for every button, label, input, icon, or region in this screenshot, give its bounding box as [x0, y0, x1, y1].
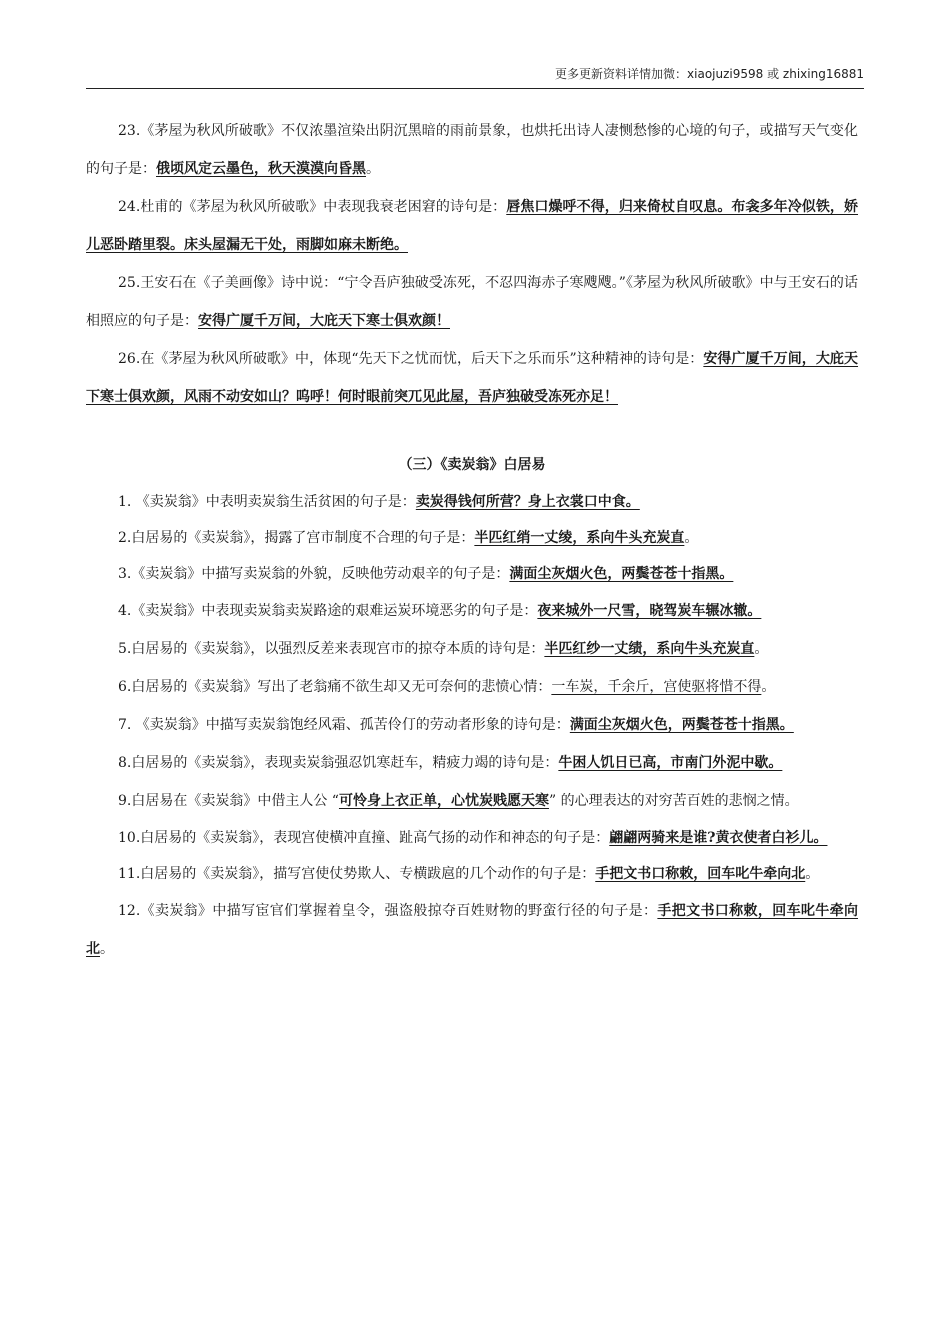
question-5 — [86, 630, 858, 668]
question-tail: 。 — [805, 866, 820, 882]
question-3 — [86, 556, 858, 592]
question-tail: 。 — [100, 941, 114, 957]
question-text: 9.白居易在《卖炭翁》中借主人公 “ — [118, 793, 339, 809]
question-text: 2.白居易的《卖炭翁》，揭露了宫市制度不合理的句子是： — [118, 530, 475, 546]
question-7 — [86, 706, 858, 744]
question-text: 24.杜甫的《茅屋为秋风所破歌》中表现我衰老困窘的诗句是： — [118, 199, 507, 215]
question-9 — [86, 782, 858, 820]
question-2 — [86, 520, 858, 556]
question-tail: 。 — [366, 161, 380, 177]
answer-text: 翩翩两骑来是谁?黄衣使者白衫儿。 — [609, 830, 828, 846]
answer-text: 满面尘灰烟火色，两鬓苍苍十指黑。 — [569, 717, 794, 733]
question-1 — [86, 484, 858, 520]
question-tail: 。 — [754, 641, 769, 657]
answer-text: 半匹红纱一丈绩，系向牛头充炭直 — [544, 641, 755, 657]
question-text: 3.《卖炭翁》中描写卖炭翁的外貌，反映他劳动艰辛的句子是： — [118, 566, 510, 582]
question-text: 7. 《卖炭翁》中描写卖炭翁饱经风霜、孤苦伶仃的劳动者形象的诗句是： — [118, 717, 570, 733]
answer-text: 安得广厦千万间，大庇天下寒士俱欢颜，风雨不动安如山？呜呼！何时眼前突兀见此屋，吾庐独破受冻死亦足！ — [86, 351, 859, 405]
answer-text: 卖炭得钱何所营？身上衣裳口中食。 — [415, 494, 640, 510]
answer-text: 手把文书口称敕，回车叱牛牵向北 — [595, 866, 806, 882]
section-title: （三）《卖炭翁》白居易 — [398, 457, 546, 473]
question-text: 8.白居易的《卖炭翁》，表现卖炭翁强忍饥寒赶车，精疲力竭的诗句是： — [118, 755, 559, 771]
answer-text: 唇焦口燥呼不得，归来倚杖自叹息。布衾多年冷似铁，娇儿恶卧踏里裂。床头屋漏无干处，雨脚如麻未断绝。 — [86, 199, 859, 253]
answer-text: 安得广厦千万间，大庇天下寒士俱欢颜！ — [198, 313, 450, 329]
question-text: 25.王安石在《子美画像》诗中说：“宁令吾庐独破受冻死，不忍四海赤子寒飕飕。”《茅屋为秋风所破歌》中与王安石的话相照应的句子是： — [86, 275, 858, 329]
answer-text: 手把文书口称敕，回车叱牛牵向北 — [86, 903, 859, 957]
question-8 — [86, 744, 858, 782]
page-header — [86, 66, 864, 89]
question-tail: 。 — [684, 530, 699, 546]
question-4 — [86, 592, 858, 630]
question-text: 12.《卖炭翁》中描写宦官们掌握着皇令，强盗般掠夺百姓财物的野蛮行径的句子是： — [118, 903, 658, 919]
question-text: 5.白居易的《卖炭翁》，以强烈反差来表现宫市的掠夺本质的诗句是： — [118, 641, 545, 657]
question-text: 1. 《卖炭翁》中表明卖炭翁生活贫困的句子是： — [118, 494, 416, 510]
answer-text: 半匹红绡一丈绫，系向牛头充炭直 — [474, 530, 685, 546]
document-body — [86, 112, 858, 968]
question-6 — [86, 668, 858, 706]
answer-text: 满面尘灰烟火色，两鬓苍苍十指黑。 — [509, 566, 734, 582]
question-text: 23.《茅屋为秋风所破歌》不仅浓墨渲染出阴沉黑暗的雨前景象，也烘托出诗人凄恻愁惨的心境的句子，或描写天气变化的句子是： — [86, 123, 858, 177]
question-23 — [86, 112, 858, 188]
question-tail: 。 — [761, 679, 776, 695]
answer-text: 一车炭，千余斤，宫使驱将惜不得 — [551, 679, 762, 695]
question-text: 11.白居易的《卖炭翁》，描写宫使仗势欺人、专横跋扈的几个动作的句子是： — [118, 866, 596, 882]
question-12 — [86, 892, 858, 968]
question-24 — [86, 188, 858, 264]
question-11 — [86, 856, 858, 892]
answer-text: 可怜身上衣正单，心忧炭贱愿天寒 — [338, 793, 549, 809]
answer-text: 俄顷风定云墨色，秋天漠漠向昏黑 — [156, 161, 366, 177]
question-25 — [86, 264, 858, 340]
question-tail: ” 的心理表达的对穷苦百姓的悲悯之情。 — [548, 793, 799, 809]
answer-text: 牛困人饥日已高，市南门外泥中歇。 — [558, 755, 783, 771]
question-text: 10.白居易的《卖炭翁》，表现宫使横冲直撞、趾高气扬的动作和神态的句子是： — [118, 830, 610, 846]
question-text: 26.在《茅屋为秋风所破歌》中，体现“先天下之忧而忧，后天下之乐而乐”这种精神的诗句是： — [118, 351, 704, 367]
question-text: 6.白居易的《卖炭翁》写出了老翁痛不欲生却又无可奈何的悲愤心情： — [118, 679, 552, 695]
question-text: 4.《卖炭翁》中表现卖炭翁卖炭路途的艰难运炭环境恶劣的句子是： — [118, 603, 538, 619]
question-10 — [86, 820, 858, 856]
answer-text: 夜来城外一尺雪，晓驾炭车辗冰辙。 — [537, 603, 762, 619]
question-26 — [86, 340, 858, 416]
header-text: 更多更新资料详情加微：xiaojuzi9598 或 zhixing16881 — [555, 67, 864, 81]
